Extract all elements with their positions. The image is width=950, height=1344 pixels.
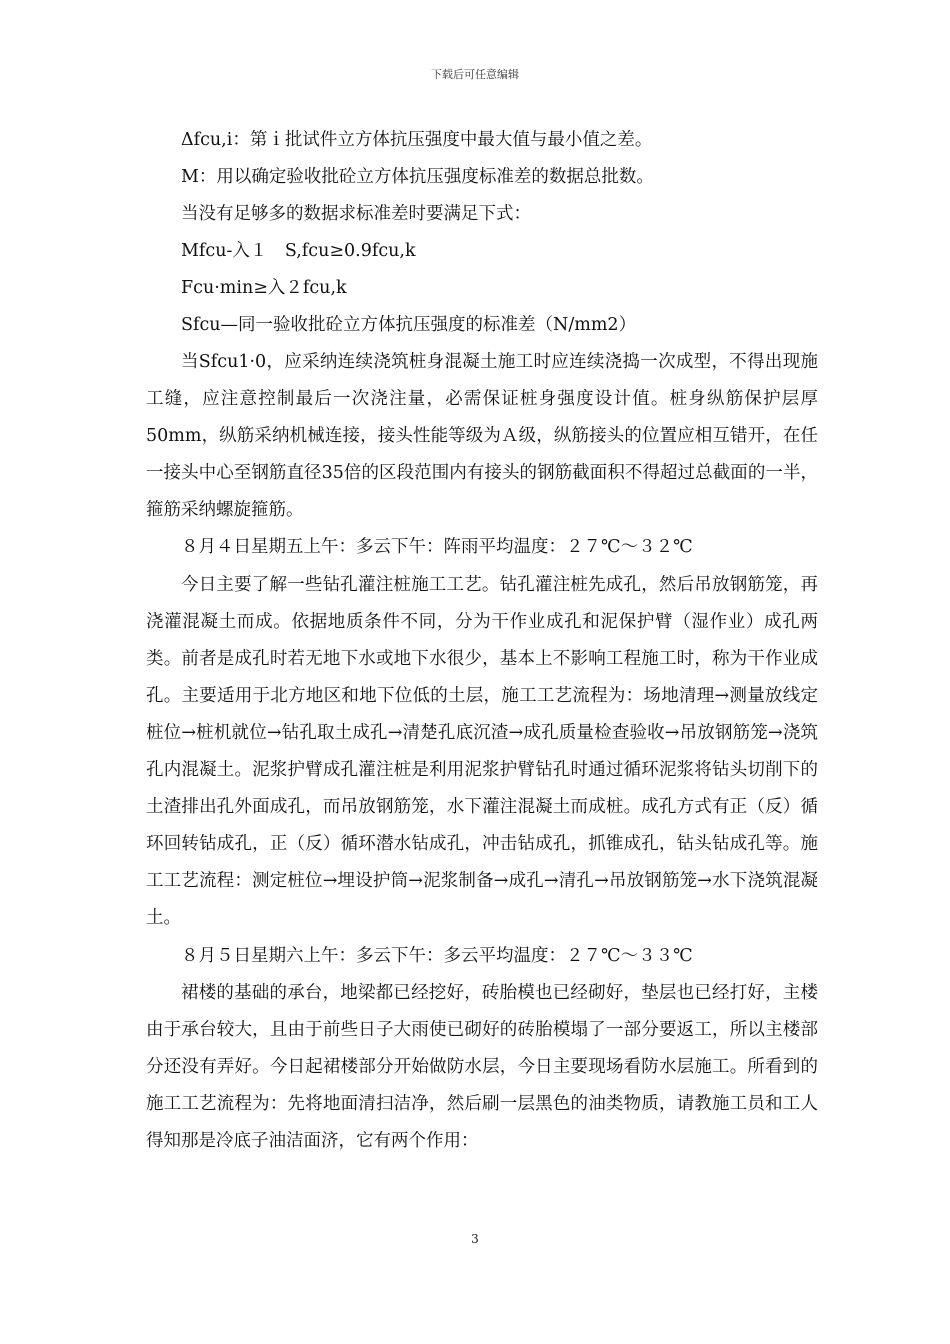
text-line: Δfcu,i：第ｉ批试件立方体抗压强度中最大值与最小值之差。	[181, 130, 653, 150]
text-line: M：用以确定验收批砼立方体抗压强度标准差的数据总批数。	[181, 167, 654, 187]
date-weather-line: ８月５日星期六上午：多云下午：多云平均温度：２７℃～３３℃	[181, 945, 693, 966]
text-line: Sfcu—同一验收批砼立方体抗压强度的标准差（N/mm2）	[181, 315, 637, 335]
text-line: 当没有足够多的数据求标准差时要满足下式：	[181, 204, 531, 224]
page-number: 3	[471, 1232, 479, 1246]
formula-line: Fcu·min≥入２fcu,k	[181, 278, 347, 298]
paragraph: 当Sfcu1·0，应采纳连续浇筑桩身混凝土施工时应连续浇捣一次成型，不得出现施工缝，应注意控制最后一次浇注量，必需保证桩身强度设计值。桩身纵筋保护层厚50mm，纵筋采纳机械连接，接头性能等级为Ａ级，纵筋接头的位置应相互错开，在任一接头中心至钢筋直径35倍的区段范围内有接头的钢筋截面积不得超过总截面的一半，箍筋采纳螺旋箍筋。	[146, 352, 818, 521]
paragraph: 今日主要了解一些钻孔灌注桩施工工艺。钻孔灌注桩先成孔，然后吊放钢筋笼，再浇灌混凝土而成。依据地质条件不同，分为干作业成孔和泥保护臂（湿作业）成孔两类。前者是成孔时若无地下水或地下水很少，基本上不影响工程施工时，称为干作业成孔。主要适用于北方地区和地下位低的土层，施工工艺流程为：场地清理→测量放线定桩位→桩机就位→钻孔取土成孔→清楚孔底沉渣→成孔质量检查验收→吊放钢筋笼→浇筑孔内混凝土。泥浆护臂成孔灌注桩是利用泥浆护臂钻孔时通过循环泥浆将钻头切削下的土渣排出孔外面成孔，而吊放钢筋笼，水下灌注混凝土而成桩。成孔方式有正（反）循环回转钻成孔，正（反）循环潜水钻成孔，冲击钻成孔，抓锥成孔，钻头钻成孔等。施工工艺流程：测定桩位→埋设护筒→泥浆制备→成孔→清孔→吊放钢筋笼→水下浇筑混凝土。	[146, 574, 818, 929]
page-header: 下载后可任意编辑	[431, 68, 519, 81]
document-body	[146, 122, 818, 1160]
paragraph: 裙楼的基础的承台，地梁都已经挖好，砖胎模也已经砌好，垫层也已经打好，主楼由于承台较大，且由于前些日子大雨使已砌好的砖胎模塌了一部分要返工，所以主楼部分还没有弄好。今日起裙楼部分开始做防水层，今日主要现场看防水层施工。所看到的施工工艺流程为：先将地面清扫洁净，然后刷一层黑色的油类物质，请教施工员和工人得知那是冷底子油洁面济，它有两个作用：	[146, 982, 818, 1151]
date-weather-line: ８月４日星期五上午：多云下午：阵雨平均温度：２７℃～３２℃	[181, 537, 693, 558]
formula-line: Mfcu-入１ S,fcu≥0.9fcu,k	[181, 241, 416, 261]
